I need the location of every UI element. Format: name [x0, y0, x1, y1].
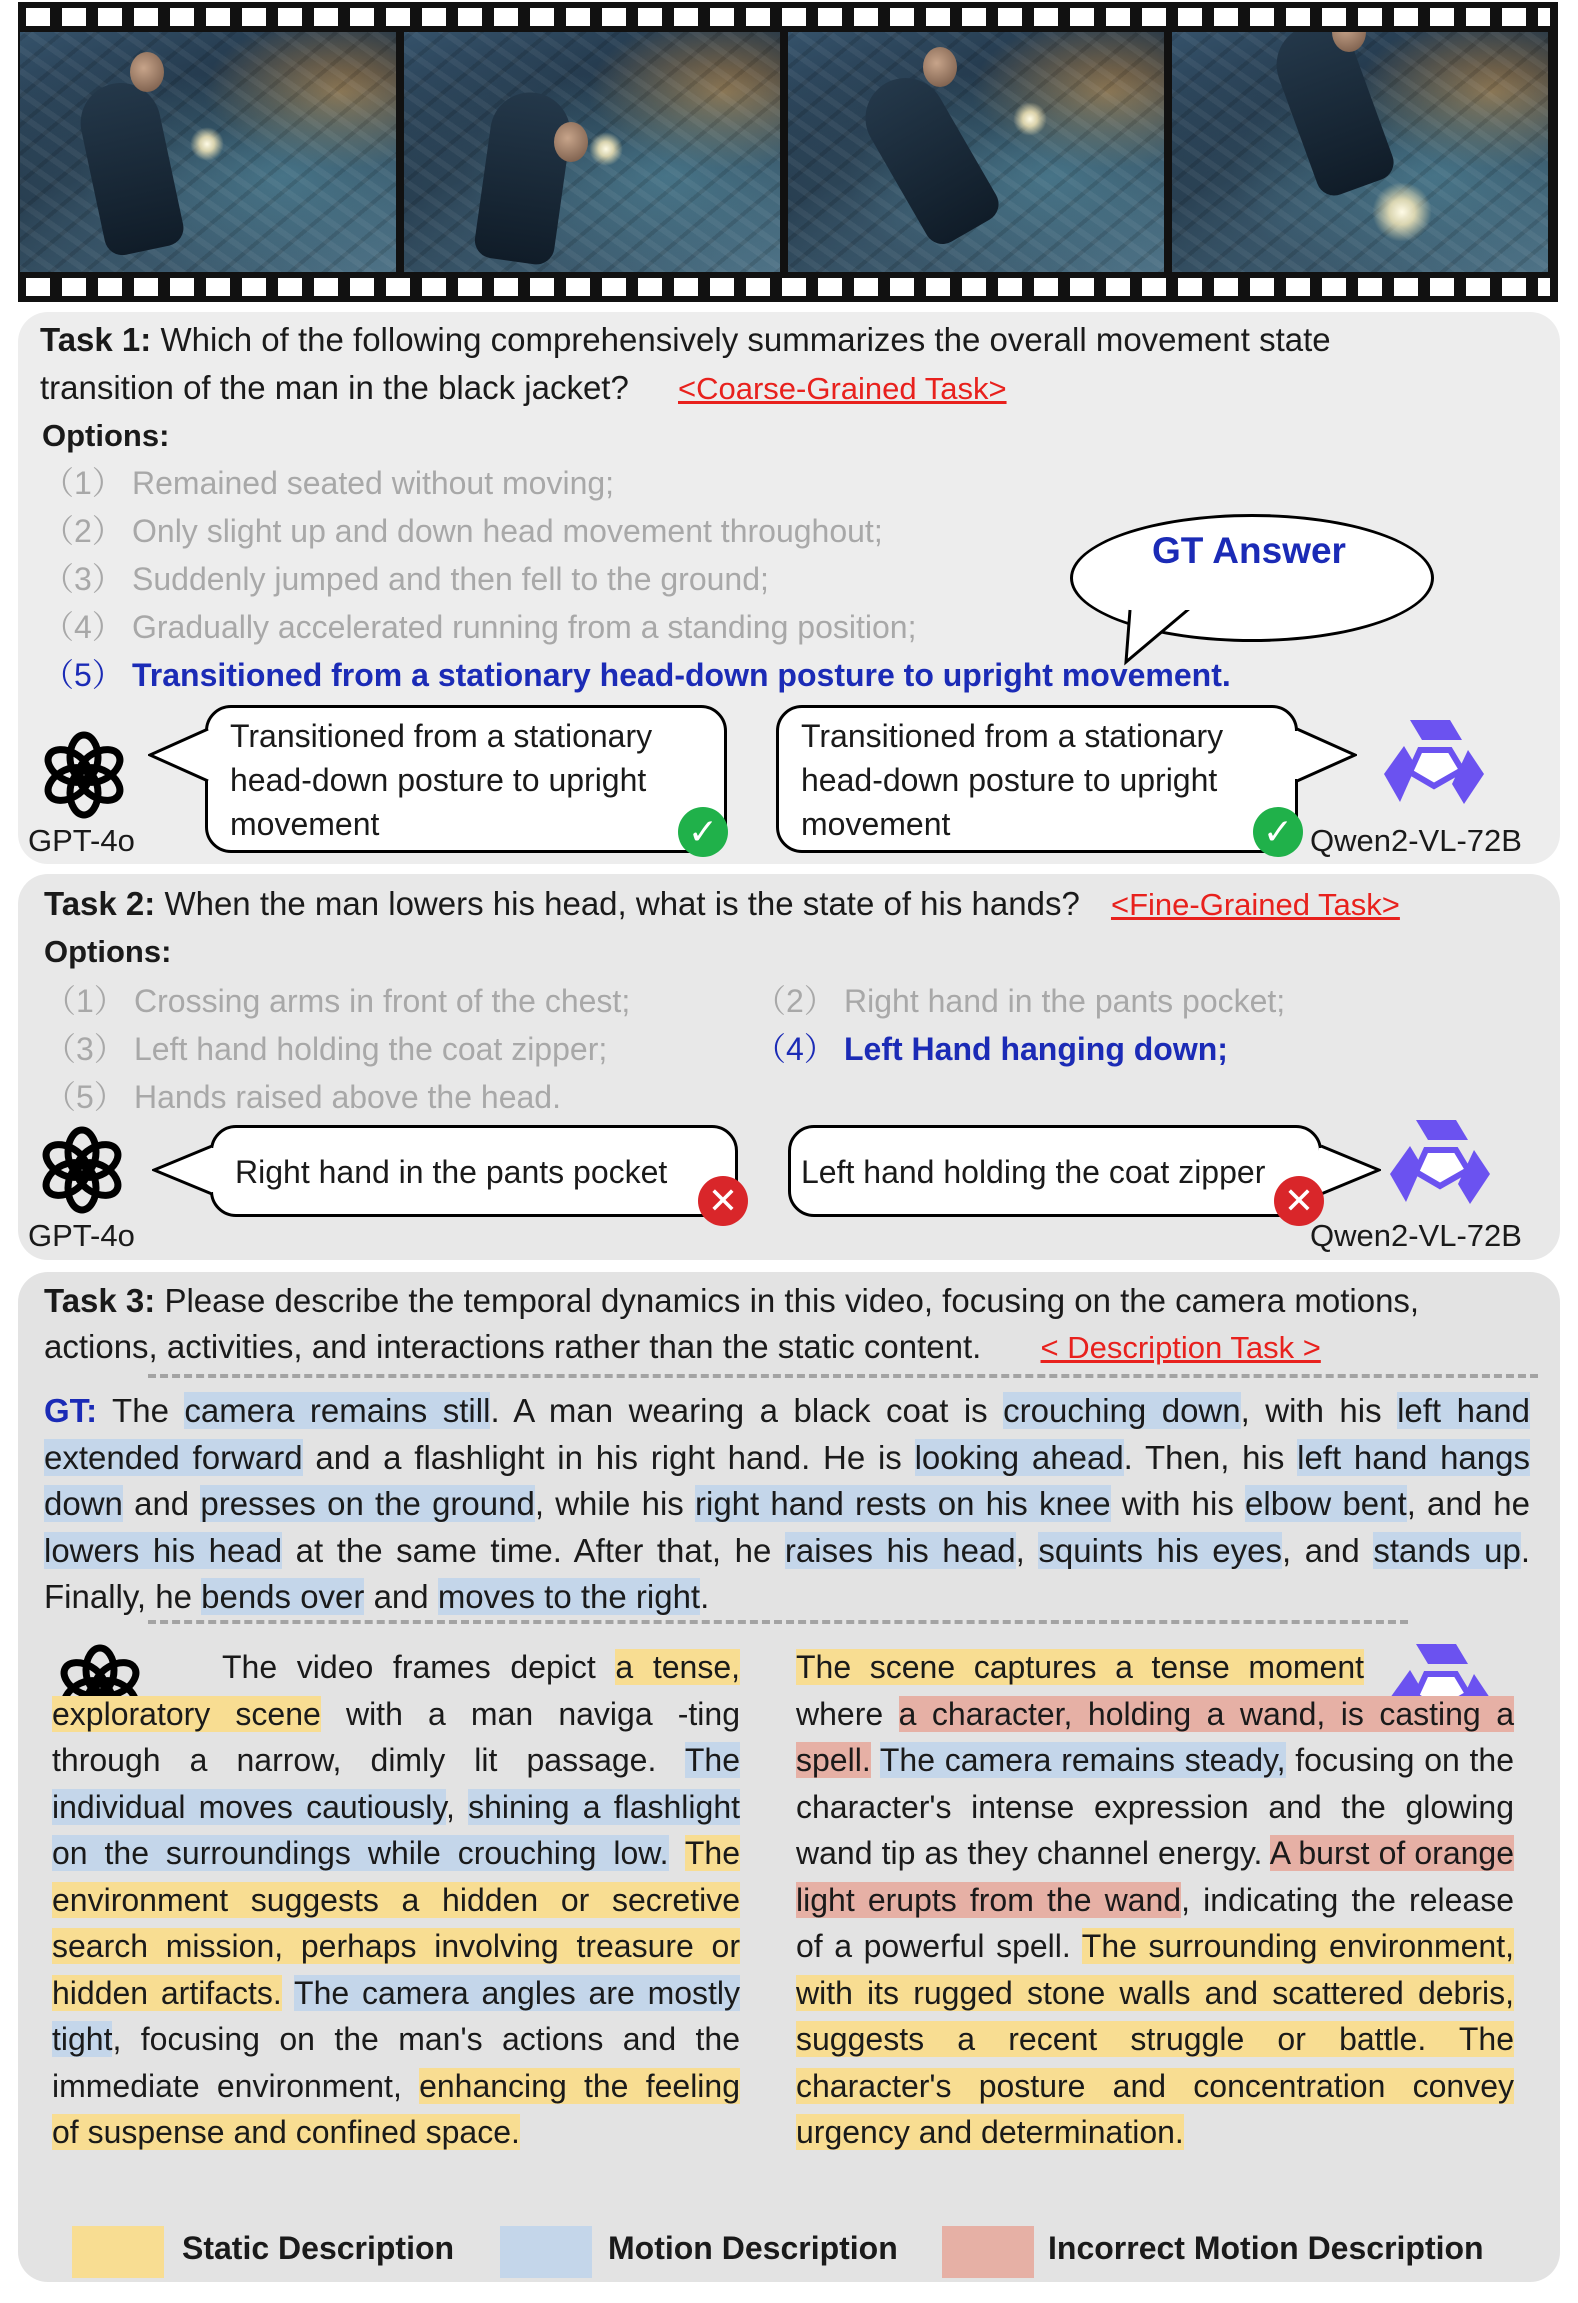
- task1-qwen-answer-bubble: Transitioned from a stationary head-down posture to upright movement: [776, 705, 1298, 853]
- task2-gpt-bubble-tail: [152, 1142, 214, 1198]
- task3-question-line1: Please describe the temporal dynamics in this video, focusing on the camera motions,: [155, 1282, 1420, 1319]
- task1-question-line2: transition of the man in the black jacket?: [40, 369, 629, 406]
- task2-options-header: Options:: [44, 934, 172, 969]
- task2-qwen-bubble-tail: [1319, 1142, 1381, 1198]
- checkmark-icon: ✓: [678, 807, 728, 857]
- task3-gt-description: GT: The camera remains still. A man wearing a black coat is crouching down, with his left hand extended forward and a flashlight in his right hand. He is looking ahead. Then, his left hand hangs down and presses on the ground, while his right hand rests on his knee with his elbow bent, and he lowers his head at the same time. After that, he raises his head, squints his eyes, and stands up. Finally, he bends over and moves to the right.: [44, 1392, 1531, 1615]
- task1-gpt-bubble-tail: [148, 725, 210, 785]
- legend-label-static: Static Description: [182, 2230, 455, 2266]
- cross-icon: ✕: [1274, 1176, 1324, 1226]
- task1-qwen-bubble-tail: [1295, 725, 1357, 785]
- checkmark-icon: ✓: [1253, 807, 1303, 857]
- task2-question: [44, 880, 1544, 929]
- task1-question-line1: Which of the following comprehensively summarizes the overall movement state: [151, 321, 1331, 358]
- task1-options-list: [42, 458, 1231, 698]
- legend-label-incorrect: Incorrect Motion Description: [1048, 2230, 1484, 2266]
- task2-label: Task 2:: [44, 885, 156, 922]
- task3-qwen-description: The scene captures a tense moment where a character, holding a wand, is casting a spell. The camera remains steady, focusing on the character's intense expression and the glowing wand tip as they channel energy. A burst of orange light erupts from the wand, indicating the release of a powerful spell. The surrounding environment, with its rugged stone walls and scattered debris, suggests a recent struggle or battle. The character's posture and concentration convey urgency and determination.: [796, 1649, 1515, 2150]
- task2-option-5: （5） Hands raised above the head.: [44, 1079, 561, 1115]
- legend-swatch-motion: [500, 2226, 592, 2278]
- task1-options-header: Options:: [42, 418, 170, 453]
- task2-option-2: （2） Right hand in the pants pocket;: [754, 983, 1286, 1019]
- task1-label: Task 1:: [40, 321, 152, 358]
- qwen-logo-icon: [1380, 712, 1490, 817]
- cross-icon: ✕: [698, 1176, 748, 1226]
- task3-question: [44, 1278, 1544, 1371]
- video-frame-2: [404, 32, 780, 272]
- openai-logo-icon: [36, 727, 132, 828]
- legend-swatch-static: [72, 2226, 164, 2278]
- task1-option-2: （2） Only slight up and down head movement throughout;: [42, 513, 883, 549]
- task3-gpt-description: The video frames depict a tense, exploratory scene with a man naviga -ting through a narrow, dimly lit passage. The individual moves cautiously, shining a flashlight on the surroundings while crouching low. The environment suggests a hidden or secretive search mission, perhaps involving treasure or hidden artifacts. The camera angles are mostly tight, focusing on the man's actions and the immediate environment, enhancing the feeling of suspense and confined space.: [52, 1649, 741, 2150]
- video-frame-4: [1172, 32, 1548, 272]
- task2-option-3: （3） Left hand holding the coat zipper;: [44, 1031, 608, 1067]
- video-frame-3: [788, 32, 1164, 272]
- task1-question: [40, 316, 1540, 413]
- task2-qwen-answer-bubble: Left hand holding the coat zipper: [788, 1125, 1322, 1217]
- task2-gpt-answer-bubble: Right hand in the pants pocket: [210, 1125, 738, 1217]
- legend-swatch-incorrect: [942, 2226, 1034, 2278]
- task2-tag: <Fine-Grained Task>: [1110, 887, 1400, 922]
- task3-question-line2: actions, activities, and interactions rather than the static content.: [44, 1328, 982, 1365]
- video-frame-1: [20, 32, 396, 272]
- film-sprockets-top: [26, 8, 1550, 26]
- task2-option-4-gt: （4） Left Hand hanging down;: [754, 1031, 1228, 1067]
- task1-qwen-label: Qwen2-VL-72B: [1310, 823, 1522, 858]
- task2-gpt-label: GPT-4o: [28, 1218, 135, 1253]
- task3-label: Task 3:: [44, 1282, 156, 1319]
- video-film-strip: [18, 2, 1558, 302]
- task1-tag: <Coarse-Grained Task>: [678, 371, 1007, 406]
- separator-dashed: [148, 1620, 1408, 1624]
- qwen-logo-icon: [1386, 1112, 1496, 1217]
- film-sprockets-bottom: [26, 278, 1550, 296]
- task3-gt-label: GT:: [44, 1392, 98, 1429]
- task1-gpt-answer-bubble: Transitioned from a stationary head-down posture to upright movement: [205, 705, 727, 853]
- task1-gpt-label: GPT-4o: [28, 823, 135, 858]
- openai-logo-icon: [34, 1122, 130, 1223]
- task2-option-1: （1） Crossing arms in front of the chest;: [44, 983, 631, 1019]
- gt-bubble-tail: [1120, 600, 1210, 670]
- task1-option-5-gt: （5） Transitioned from a stationary head-down posture to upright movement.: [42, 657, 1231, 693]
- gt-answer-label: GT Answer: [1152, 530, 1346, 571]
- task3-tag: < Description Task >: [1040, 1330, 1321, 1365]
- separator-dashed: [148, 1374, 1538, 1378]
- task2-question-text: When the man lowers his head, what is the state of his hands?: [155, 885, 1080, 922]
- task1-option-4: （4） Gradually accelerated running from a standing position;: [42, 609, 917, 645]
- task1-option-3: （3） Suddenly jumped and then fell to the ground;: [42, 561, 769, 597]
- task1-option-1: （1） Remained seated without moving;: [42, 465, 615, 501]
- task2-qwen-label: Qwen2-VL-72B: [1310, 1218, 1522, 1253]
- legend-label-motion: Motion Description: [608, 2230, 898, 2266]
